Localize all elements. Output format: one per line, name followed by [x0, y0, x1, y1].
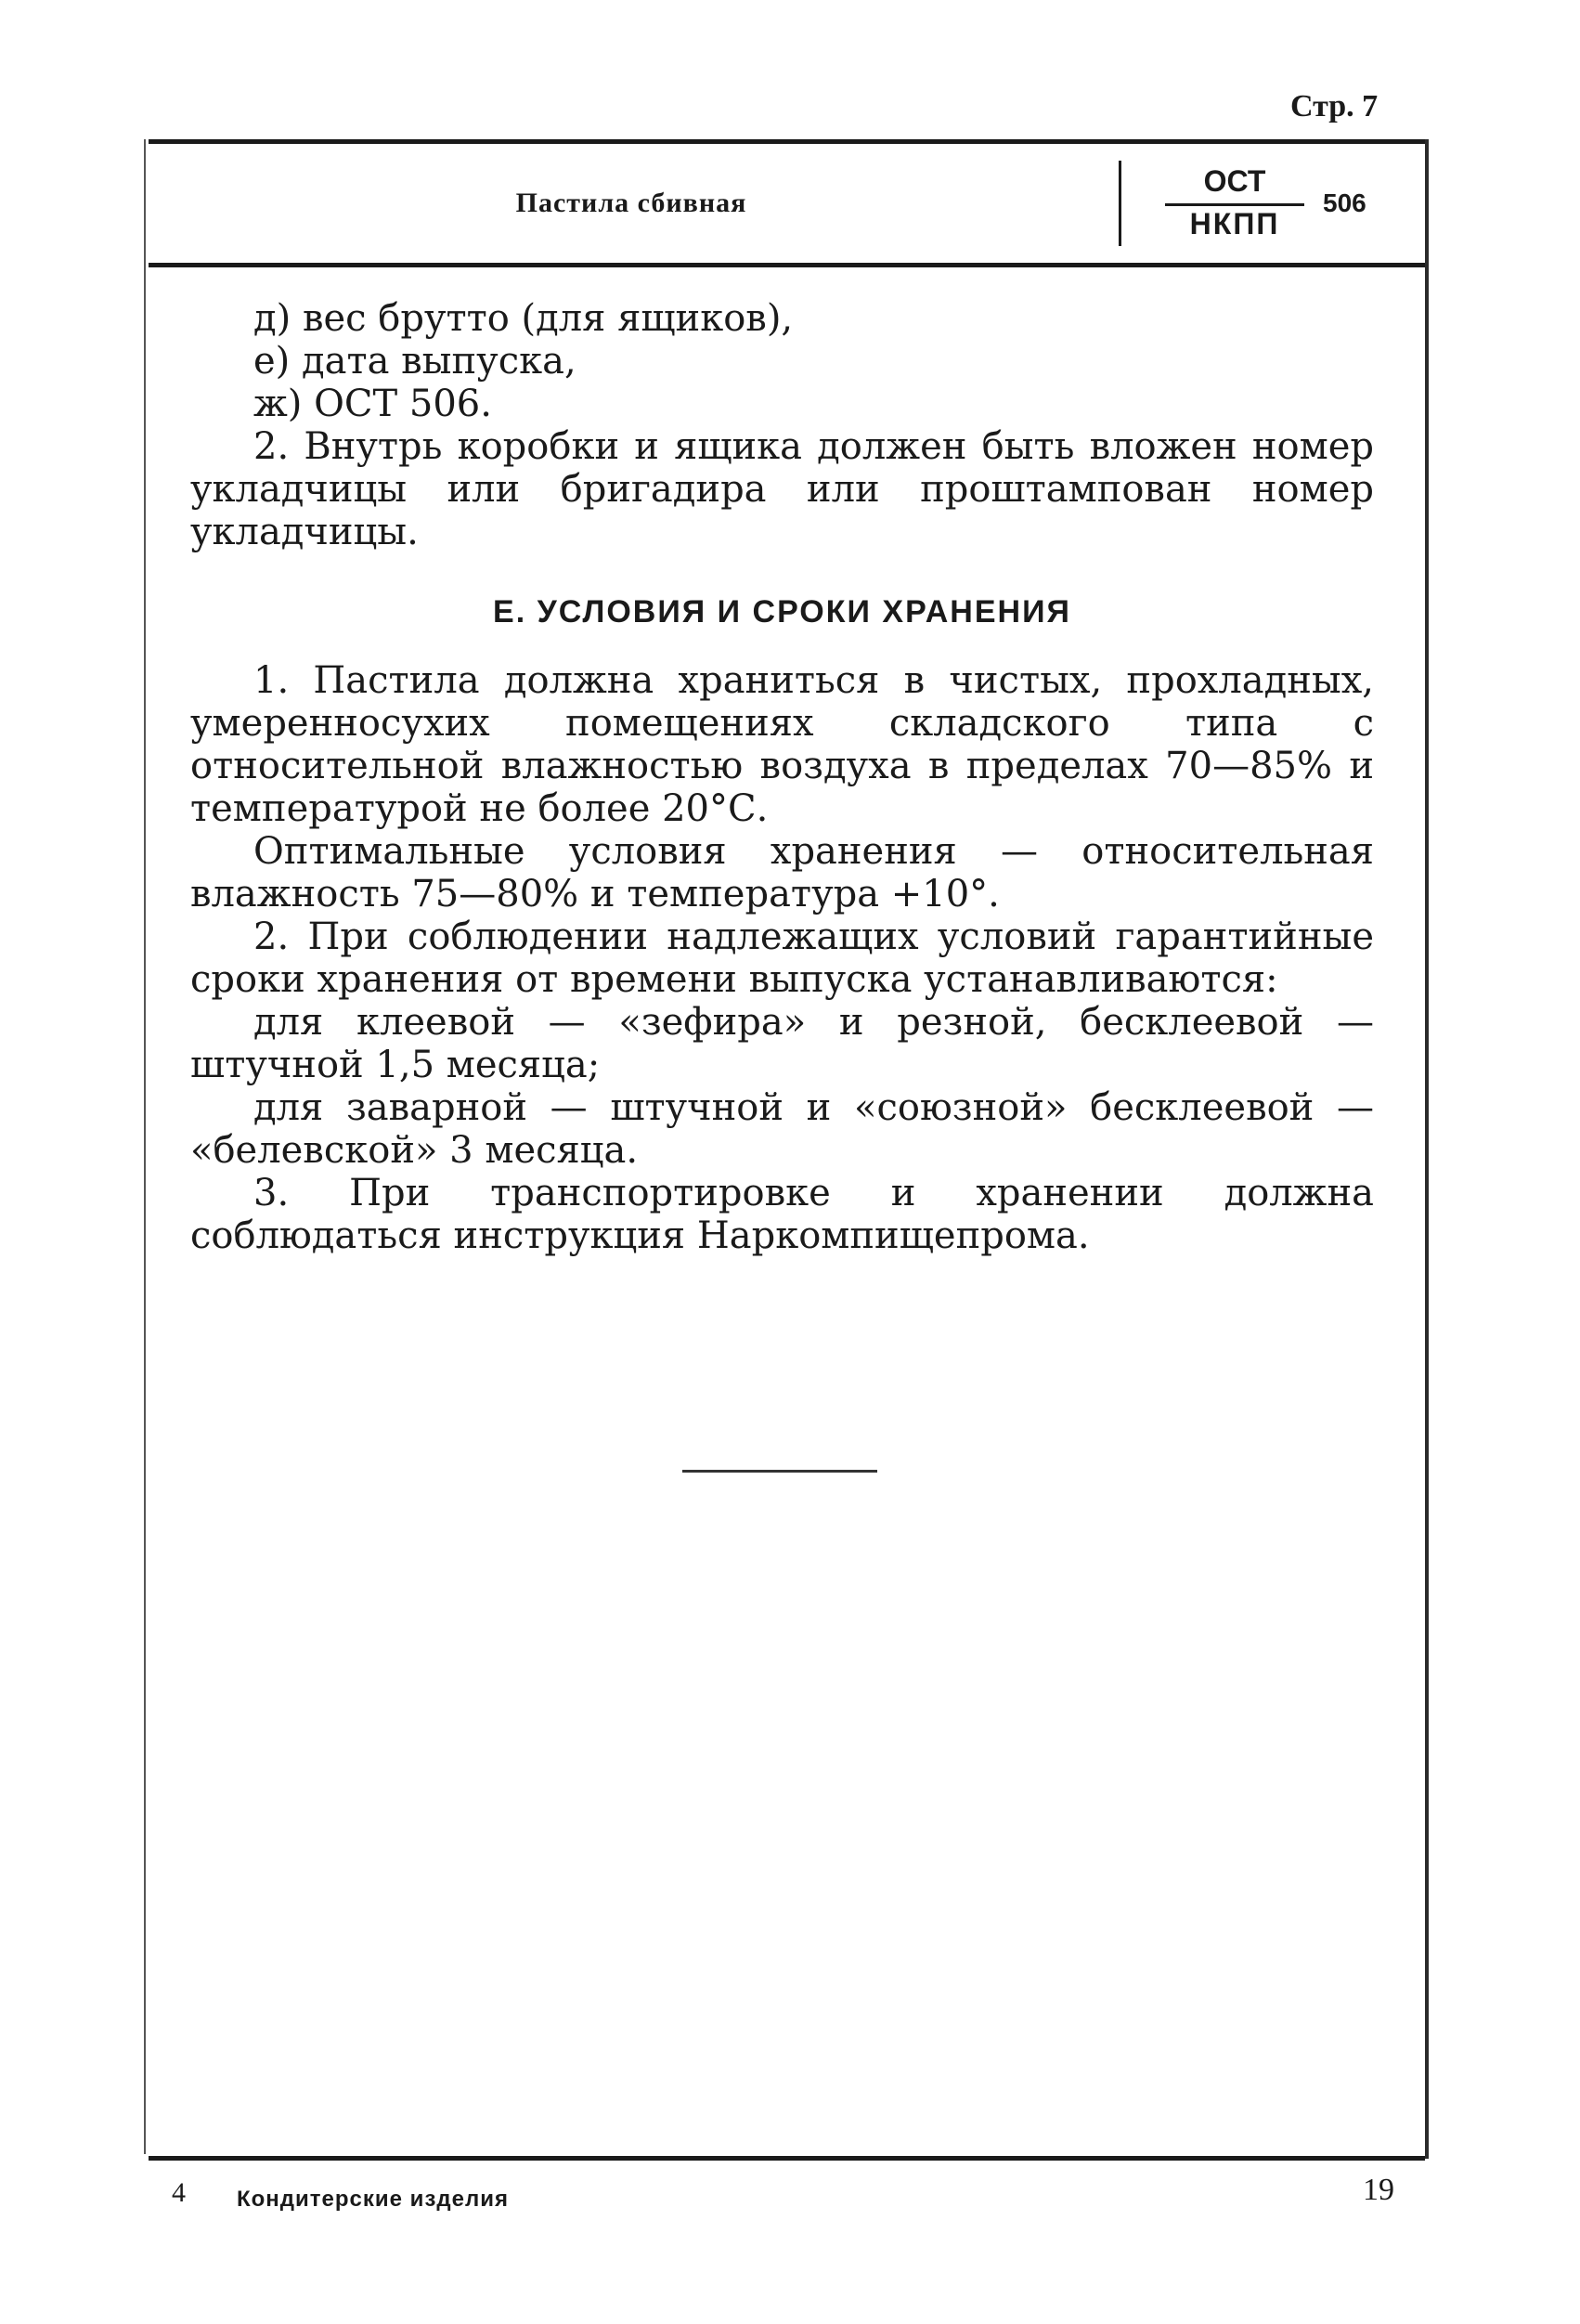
list-item-zh: ж) ОСТ 506. — [253, 383, 492, 425]
paragraph-klee: для клеевой — «зефира» и резной, бесклеевой — штучной 1,5 месяца; — [190, 1001, 1374, 1086]
header-fraction-line — [1165, 203, 1304, 206]
paragraph-optimal: Оптимальные условия хранения — относительная влажность 75—80% и температура +10°. — [190, 830, 1374, 915]
header-nkpp: НКПП — [1189, 207, 1280, 240]
section-title: Е. УСЛОВИЯ И СРОКИ ХРАНЕНИЯ — [493, 594, 1071, 630]
header-ost: ОСТ — [1203, 164, 1266, 198]
footer-label: Кондитерские изделия — [237, 2187, 509, 2212]
end-of-text-dash — [682, 1470, 877, 1473]
document-body — [190, 297, 1374, 1257]
header-standard-number: 506 — [1323, 188, 1366, 217]
paragraph-zavar: для заварной — штучной и «союзной» бесклеевой — «белевской» 3 месяца. — [190, 1086, 1374, 1172]
footer-page-number: 19 — [1363, 2173, 1394, 2207]
footer-left-number: 4 — [172, 2177, 186, 2208]
header-divider — [1119, 161, 1121, 246]
paragraph-e3: 3. При транспортировке и хранении должна соблюдаться инструкция Наркомпищепрома. — [190, 1172, 1374, 1257]
list-item-e: е) дата выпуска, — [253, 340, 576, 383]
footer-rule — [149, 2156, 1425, 2161]
left-border-rule — [144, 139, 146, 2154]
right-border-rule — [1425, 139, 1429, 2159]
header-title: Пастила сбивная — [515, 188, 747, 218]
document-header — [149, 139, 1425, 267]
paragraph-e2: 2. При соблюдении надлежащих условий гарантийные сроки хранения от времени выпуска устанавливаются: — [190, 915, 1374, 1001]
list-item-d: д) вес брутто (для ящиков), — [253, 297, 794, 340]
paragraph-e1: 1. Пастила должна храниться в чистых, прохладных, умеренносухих помещениях складского типа с относительной влажностью воздуха в пределах 70—85% и температурой не более 20°С. — [190, 659, 1374, 830]
page-number-top: Стр. 7 — [1290, 89, 1379, 123]
paragraph-2: 2. Внутрь коробки и ящика должен быть вложен номер укладчицы или бригадира или проштампован номер укладчицы. — [190, 425, 1374, 553]
